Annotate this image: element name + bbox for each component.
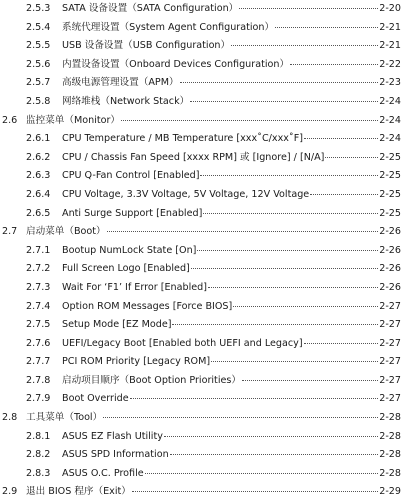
toc-entry-number: 2.8.3 (26, 467, 51, 479)
dot-leader (190, 101, 378, 102)
dot-leader (107, 231, 379, 232)
toc-entry-number: 2.7.1 (26, 244, 51, 256)
toc-entry-line (62, 0, 401, 19)
toc-entry (0, 186, 407, 205)
toc-entry-title: Option ROM Messages [Force BIOS] (62, 300, 233, 312)
toc-entry (0, 428, 407, 447)
toc-entry (0, 56, 407, 75)
toc-entry-title: 监控菜单（Monitor） (26, 114, 121, 126)
toc-entry-page: 2-28 (379, 430, 401, 442)
toc-entry-number: 2.5.6 (26, 58, 51, 70)
toc-entry-line (62, 260, 401, 279)
toc-entry-line (26, 483, 401, 502)
toc-entry-number: 2.8.2 (26, 449, 51, 461)
toc-entry (0, 353, 407, 372)
toc-entry (0, 37, 407, 56)
toc-entry (0, 298, 407, 317)
toc-entry-title: UEFI/Legacy Boot [Enabled both UEFI and Legacy] (62, 337, 303, 349)
toc-section (0, 409, 407, 428)
toc-entry-line (62, 186, 401, 205)
toc-entry-number: 2.7.8 (26, 374, 51, 386)
toc-entry-number: 2.5.4 (26, 21, 51, 33)
toc-entry-line (62, 167, 401, 186)
toc-entry-line (62, 56, 401, 75)
dot-leader (290, 64, 378, 65)
toc-entry-page: 2-21 (379, 21, 401, 33)
toc-entry-page: 2-26 (379, 226, 401, 238)
toc-entry-page: 2-25 (379, 207, 401, 219)
toc-entry-number: 2.6.3 (26, 170, 51, 182)
toc-entry-number: 2.5.3 (26, 3, 51, 14)
toc-entry (0, 93, 407, 112)
toc-entry-line (62, 37, 401, 56)
toc-entry-title: PCI ROM Priority [Legacy ROM] (62, 356, 211, 368)
toc-entry (0, 149, 407, 168)
toc-entry-title: Setup Mode [EZ Mode] (62, 319, 172, 331)
dot-leader (325, 157, 378, 158)
toc-entry (0, 167, 407, 186)
toc-entry-page: 2-21 (379, 40, 401, 52)
toc-entry-line (62, 390, 401, 409)
dot-leader (197, 250, 378, 251)
toc-entry-line (62, 335, 401, 354)
dot-leader (239, 8, 378, 9)
toc-section (0, 483, 407, 502)
toc-entry-title: CPU / Chassis Fan Speed [xxxx RPM] 或 [Ignore] / [N/A] (62, 151, 325, 163)
dot-leader (304, 138, 378, 139)
dot-leader (231, 45, 378, 46)
toc-entry-title: 工具菜单（Tool） (26, 412, 103, 424)
toc-entry (0, 130, 407, 149)
toc-entry-number: 2.6.2 (26, 151, 51, 163)
toc-entry-page: 2-26 (379, 244, 401, 256)
dot-leader (275, 27, 378, 28)
toc-entry-page: 2-24 (379, 95, 401, 107)
toc-entry-number: 2.7.6 (26, 337, 51, 349)
toc-entry (0, 279, 407, 298)
toc-entry-title: Wait For ‘F1’ If Error [Enabled] (62, 281, 207, 293)
toc-entry-title: Full Screen Logo [Enabled] (62, 263, 190, 275)
dot-leader (200, 175, 378, 176)
toc-entry-page: 2-20 (379, 3, 401, 14)
toc-entry-title: Anti Surge Support [Enabled] (62, 207, 203, 219)
toc-entry-page: 2-25 (379, 188, 401, 200)
toc-entry-page: 2-24 (379, 114, 401, 126)
dot-leader (211, 361, 378, 362)
toc-entry-number: 2.7.2 (26, 263, 51, 275)
toc-entry-page: 2-25 (379, 170, 401, 182)
toc-entry-number: 2.7.4 (26, 300, 51, 312)
toc-entry (0, 465, 407, 484)
toc-entry-page: 2-28 (379, 449, 401, 461)
dot-leader (132, 491, 378, 492)
toc-entry-line (62, 353, 401, 372)
dot-leader (191, 268, 378, 269)
dot-leader (242, 380, 378, 381)
toc-entry-line (62, 74, 401, 93)
toc-entry-number: 2.5.8 (26, 95, 51, 107)
toc-entry (0, 260, 407, 279)
toc-entry-title: 高级电源管理设置（APM） (62, 77, 179, 89)
toc-entry-title: USB 设备设置（USB Configuration） (62, 40, 231, 52)
dot-leader (103, 417, 378, 418)
toc-entry (0, 372, 407, 391)
toc-entry (0, 242, 407, 261)
toc-entry-number: 2.5.5 (26, 40, 51, 52)
toc-entry-number: 2.6 (2, 114, 18, 126)
toc-entry-number: 2.6.1 (26, 133, 51, 145)
toc-entry-line (62, 446, 401, 465)
toc-entry-number: 2.8.1 (26, 430, 51, 442)
toc-entry-page: 2-26 (379, 281, 401, 293)
toc-entry (0, 74, 407, 93)
dot-leader (180, 82, 379, 83)
toc-entry-title: CPU Temperature / MB Temperature [xxx˚C/xxx˚F] (62, 133, 303, 145)
toc-entry-title: 系统代理设置（System Agent Configuration） (62, 21, 275, 33)
toc-entry-page: 2-27 (379, 319, 401, 331)
dot-leader (170, 454, 379, 455)
toc-entry-number: 2.7 (2, 226, 18, 238)
dot-leader (172, 324, 378, 325)
toc-entry-title: 网络堆栈（Network Stack） (62, 95, 190, 107)
toc-entry-title: ASUS EZ Flash Utility (62, 430, 163, 442)
toc-entry-line (62, 279, 401, 298)
toc-entry (0, 446, 407, 465)
toc-entry-title: 退出 BIOS 程序（Exit） (26, 486, 131, 498)
toc-entry-number: 2.9 (2, 486, 18, 498)
toc-entry-line (62, 428, 401, 447)
toc-entry-title: SATA 设备设置（SATA Configuration） (62, 3, 239, 14)
toc-entry-page: 2-22 (379, 58, 401, 70)
toc-entry-line (62, 19, 401, 38)
toc-entry-line (62, 298, 401, 317)
dot-leader (208, 287, 378, 288)
toc-entry-line (62, 149, 401, 168)
toc-entry-number: 2.6.4 (26, 188, 51, 200)
toc-entry-line (62, 130, 401, 149)
dot-leader (130, 398, 379, 399)
toc-entry-number: 2.7.9 (26, 393, 51, 405)
toc-entry-title: CPU Q-Fan Control [Enabled] (62, 170, 200, 182)
toc-entry-page: 2-24 (379, 133, 401, 145)
toc-entry-number: 2.7.5 (26, 319, 51, 331)
toc-entry (0, 335, 407, 354)
toc-entry-page: 2-27 (379, 300, 401, 312)
toc-entry-line (62, 242, 401, 261)
toc-entry-title: 内置设备设置（Onboard Devices Configuration） (62, 58, 290, 70)
toc-entry-page: 2-27 (379, 356, 401, 368)
toc-entry (0, 205, 407, 224)
toc-section (0, 223, 407, 242)
toc-entry (0, 0, 407, 19)
dot-leader (304, 343, 379, 344)
toc-entry-title: 启动项目顺序（Boot Option Priorities） (62, 374, 241, 386)
toc-entry-page: 2-26 (379, 263, 401, 275)
toc-entry-page: 2-28 (379, 467, 401, 479)
toc-entry-number: 2.5.7 (26, 77, 51, 89)
toc-entry-page: 2-23 (379, 77, 401, 89)
toc-entry-line (62, 465, 401, 484)
toc-entry-title: Boot Override (62, 393, 129, 405)
toc-entry-title: CPU Voltage, 3.3V Voltage, 5V Voltage, 12V Voltage (62, 188, 310, 200)
toc-entry-page: 2-27 (379, 374, 401, 386)
toc-entry-number: 2.6.5 (26, 207, 51, 219)
toc-entry-page: 2-27 (379, 337, 401, 349)
toc-entry-line (62, 372, 401, 391)
toc-entry-number: 2.8 (2, 412, 18, 424)
dot-leader (310, 194, 378, 195)
toc-section (0, 112, 407, 131)
toc-entry-line (62, 93, 401, 112)
toc-entry-page: 2-25 (379, 151, 401, 163)
toc-entry-title: Bootup NumLock State [On] (62, 244, 197, 256)
toc-entry-number: 2.7.7 (26, 356, 51, 368)
toc-entry-title: 启动菜单（Boot） (26, 226, 106, 238)
toc-entry-page: 2-27 (379, 393, 401, 405)
toc-entry-title: ASUS O.C. Profile (62, 467, 144, 479)
toc-entry-line (62, 316, 401, 335)
toc-entry (0, 19, 407, 38)
toc-entry-line (62, 205, 401, 224)
toc-entry-title: ASUS SPD Information (62, 449, 169, 461)
toc-entry-number: 2.7.3 (26, 281, 51, 293)
toc-entry-page: 2-28 (379, 412, 401, 424)
toc-entry (0, 316, 407, 335)
toc-entry-line (26, 223, 401, 242)
toc-entry-line (26, 112, 401, 131)
dot-leader (121, 120, 378, 121)
dot-leader (164, 436, 378, 437)
toc-entry (0, 390, 407, 409)
dot-leader (203, 213, 378, 214)
toc-entry-line (26, 409, 401, 428)
dot-leader (145, 473, 379, 474)
toc-entry-page: 2-29 (379, 486, 401, 498)
dot-leader (233, 306, 378, 307)
